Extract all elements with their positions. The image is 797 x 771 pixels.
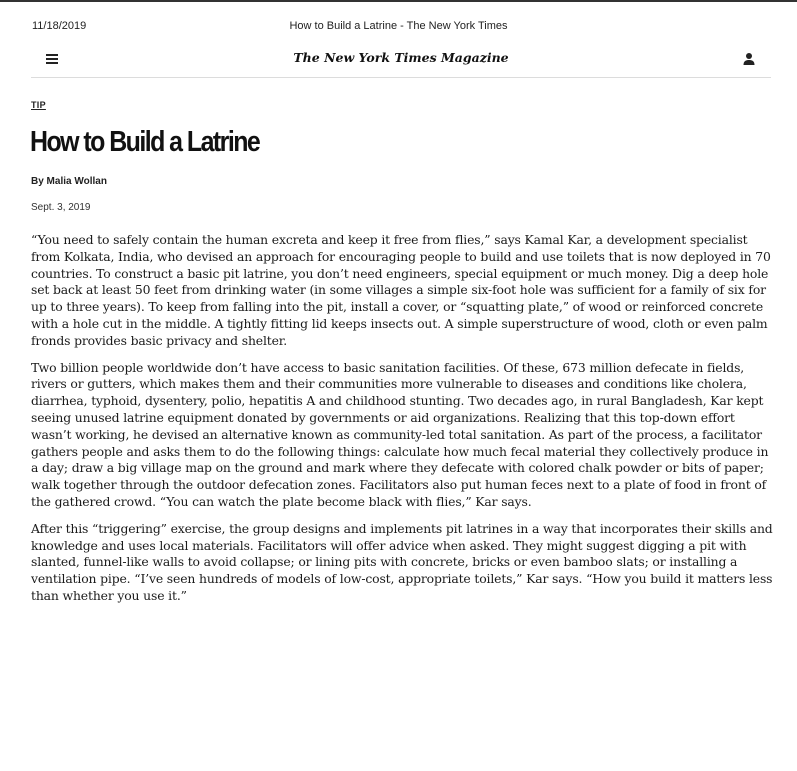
user-account-icon[interactable] (742, 52, 756, 66)
print-date: 11/18/2019 (32, 20, 87, 32)
article-body (31, 232, 776, 615)
article-paragraph: Two billion people worldwide don’t have access to basic sanitation facilities. Of these, 673 million defecate in fields, rivers or gutters, which makes them and their communities more vulnerable to diseases and conditions like cholera, diarrhea, typhoid, dysentery, polio, hepatitis A and childhood stunting. Two decades ago, in rural Bangladesh, Kar kept seeing unused latrine equipment donated by governments or aid organizations. Realizing that this top-down effort wasn’t working, he devised an alternative known as community-led total sanitation. As part of the process, a facilitator gathers people and asks them to do the following things: calculate how much fecal material they collectively produce in a day; draw a big village map on the ground and mark where they defecate with colored chalk powder or bits of paper; walk together through the outdoor defecation zones. Facilitators also put human feces next to a plate of food in front of the gathered crowd. “You can watch the plate become black with flies,” Kar says. (31, 359, 769, 509)
article-kicker[interactable]: TIP (31, 100, 46, 110)
nyt-magazine-logo[interactable]: The New York Times Magazine (293, 50, 509, 65)
article-date: Sept. 3, 2019 (31, 202, 91, 213)
print-page-title: How to Build a Latrine - The New York Times (289, 20, 508, 32)
article-paragraph: “You need to safely contain the human excreta and keep it free from flies,” says Kamal Kar, a development specialist from Kolkata, India, who devised an approach for encouraging people to build and use toilets that is now deployed in 70 countries. To construct a basic pit latrine, you don’t need engineers, special equipment or much money. Dig a deep hole set back at least 50 feet from drinking water (in some villages a simple six-foot hole was sufficient for a family of six for up to three years). To keep from falling into the pit, install a cover, or “squatting plate,” of wood or reinforced concrete with a hole cut in the middle. A tightly fitting lid keeps insects out. A simple superstructure of wood, cloth or even palm fronds provides basic privacy and shelter. (31, 232, 771, 348)
article-headline: How to Build a Latrine (30, 126, 260, 158)
top-border (0, 0, 797, 2)
masthead (31, 42, 771, 78)
article-byline: By Malia Wollan (31, 176, 107, 187)
article-paragraph: After this “triggering” exercise, the group designs and implements pit latrines in a way that incorporates their skills and knowledge and uses local materials. Facilitators will offer advice when asked. They might suggest digging a pit with slanted, funnel-like walls to avoid collapse; or lining pits with concrete, bricks or even bamboo slats; or installing a ventilation pipe. “I’ve seen hundreds of models of low-cost, appropriate toilets,” Kar says. “How you build it matters less than whether you use it.” (31, 520, 773, 603)
